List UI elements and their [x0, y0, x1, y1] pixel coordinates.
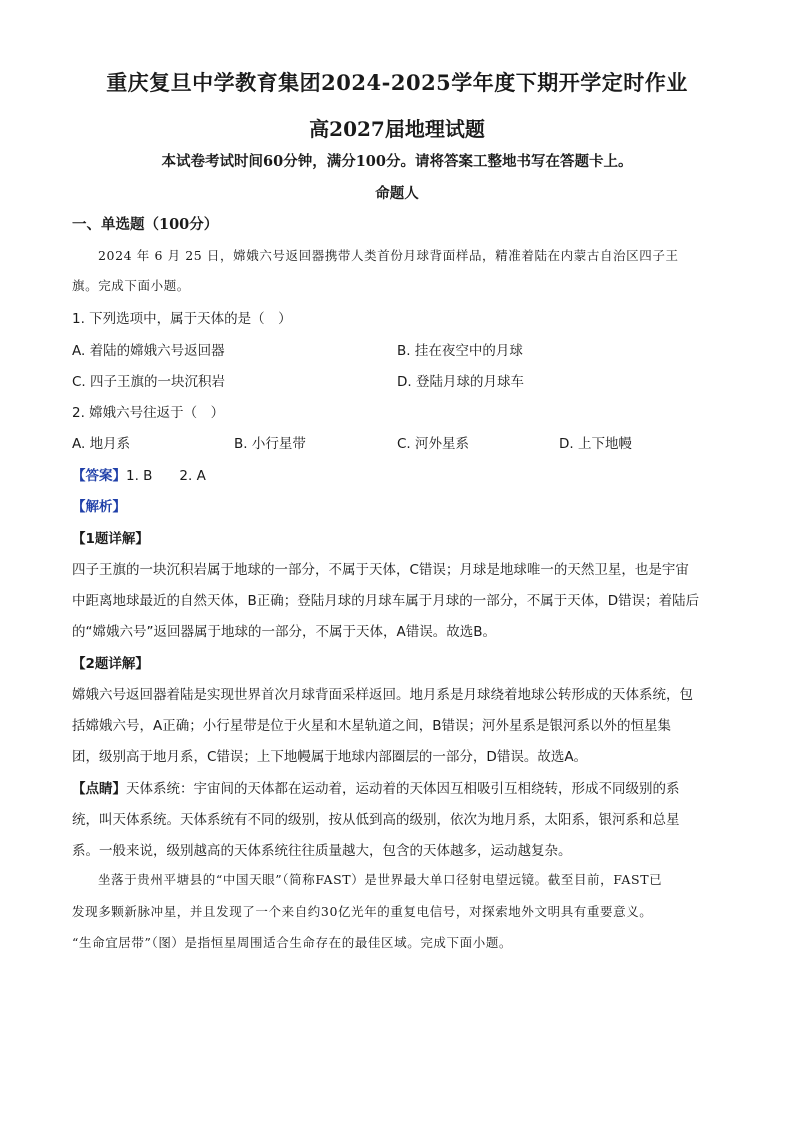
question1-stem: 1. 下列选项中，属于天体的是（ ）	[72, 311, 292, 327]
detail1-line3: 的“嫦娥六号”返回器属于地球的一部分，不属于天体，A错误。故选B。	[72, 624, 496, 640]
question1-option-d: D. 登陆月球的月球车	[397, 374, 524, 390]
passage2-line3: “生命宜居带”（图）是指恒星周围适合生命存在的最佳区域。完成下面小题。	[72, 935, 513, 950]
tip-line2: 统，叫天体系统。天体系统有不同的级别，按从低到高的级别，依次为地月系，太阳系，银河系和总星	[72, 812, 680, 828]
analysis-label: 【解析】	[72, 499, 126, 515]
detail1-line1: 四子王旗的一块沉积岩属于地球的一部分，不属于天体，C错误；月球是地球唯一的天然卫星，也是宇宙	[72, 562, 689, 578]
detail2-label: 【2题详解】	[72, 656, 149, 672]
exam-instructions: 本试卷考试时间60分钟，满分100分。请将答案工整地书写在答题卡上。	[161, 153, 633, 170]
passage1-line2: 旗。完成下面小题。	[72, 278, 190, 293]
tip-line3: 系。一般来说，级别越高的天体系统往往质量越大，包含的天体越多，运动越复杂。	[72, 843, 572, 859]
section-heading: 一、单选题（100分）	[72, 216, 219, 233]
question2-stem: 2. 嫦娥六号往返于（ ）	[72, 405, 225, 421]
exam-title: 重庆复旦中学教育集团2024-2025学年度下期开学定时作业	[106, 70, 688, 95]
detail1-label: 【1题详解】	[72, 531, 149, 547]
answer-text: 1. B 2. A	[126, 468, 206, 484]
detail2-line2: 括嫦娥六号，A正确；小行星带是位于火星和木星轨道之间，B错误；河外星系是银河系以外的恒星集	[72, 718, 671, 734]
answer-label: 【答案】	[72, 468, 126, 484]
answer-row	[72, 464, 722, 484]
question1-option-b: B. 挂在夜空中的月球	[397, 343, 523, 359]
tip-label: 【点睛】	[72, 781, 126, 797]
question2-option-b: B. 小行星带	[234, 436, 306, 452]
question1-option-a: A. 着陆的嫦娥六号返回器	[72, 343, 225, 359]
question1-option-c: C. 四子王旗的一块沉积岩	[72, 374, 226, 390]
detail2-line3: 团，级别高于地月系，C错误；上下地幔属于地球内部圈层的一部分，D错误。故选A。	[72, 749, 588, 765]
question2-option-a: A. 地月系	[72, 436, 131, 452]
exam-subtitle: 高2027届地理试题	[309, 117, 485, 141]
passage2-line2: 发现多颗新脉冲星，并且发现了一个来自约30亿光年的重复电信号，对探索地外文明具有重要意义。	[72, 904, 653, 919]
question2-option-c: C. 河外星系	[397, 436, 470, 452]
tip-line1: 天体系统：宇宙间的天体都在运动着，运动着的天体因互相吸引互相绕转，形成不同级别的系	[126, 781, 680, 797]
tip-line1-row	[72, 777, 722, 797]
passage1-line1: 2024 年 6 月 25 日，嫦娥六号返回器携带人类首份月球背面样品，精准着陆在内蒙古自治区四子王	[98, 248, 679, 263]
passage2-line1: 坐落于贵州平塘县的“中国天眼”（简称FAST）是世界最大单口径射电望远镜。截至目前，FAST已	[98, 872, 663, 887]
question2-option-d: D. 上下地幔	[559, 436, 632, 452]
detail2-line1: 嫦娥六号返回器着陆是实现世界首次月球背面采样返回。地月系是月球绕着地球公转形成的天体系统，包	[72, 687, 693, 703]
detail1-line2: 中距离地球最近的自然天体，B正确；登陆月球的月球车属于月球的一部分，不属于天体，D错误；着陆后	[72, 593, 700, 609]
exam-author: 命题人	[375, 185, 419, 202]
